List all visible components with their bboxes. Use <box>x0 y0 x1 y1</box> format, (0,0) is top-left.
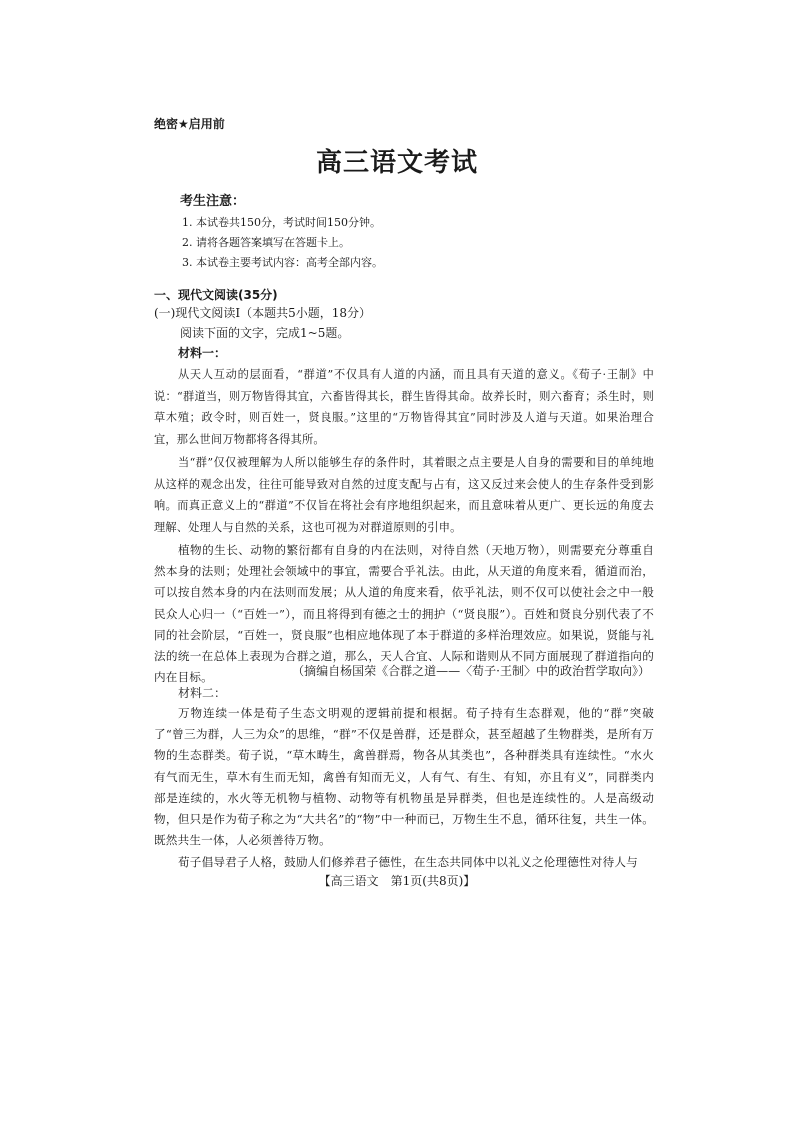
candidate-notice <box>180 190 600 273</box>
material-one-source: （摘编自杨国荣《合群之道——〈荀子·王制〉中的政治哲学取向》） <box>292 664 650 678</box>
page-footer: 【高三语文 第1页(共8页)】 <box>318 874 476 888</box>
paragraph: 万物连续一体是荀子生态文明观的逻辑前提和根据。荀子持有生态群观，他的“群”突破了“曾三为群，人三为众”的思维，“群”不仅是兽群，还是群众，甚至超越了生物群类，是所有万物的生态群类。荀子说，“草木畴生，禽兽群焉，物各从其类也”，各种群类具有连续性。“水火有气而无生，草木有生而无知，禽兽有知而无义，人有气、有生、有知，亦且有义”，同群类内部是连续的，水火等无机物与植物、动物等有机物虽是异群类，但也是连续性的。人是高级动物，但只是作为荀子称之为“大共名”的“物”中一种而已，万物生生不息，循环往复，共生一体。既然共生一体，人必须善待万物。 <box>154 706 654 848</box>
paragraph: 当“群”仅仅被理解为人所以能够生存的条件时，其着眼之点主要是人自身的需要和目的单纯地从这样的观念出发，往往可能导致对自然的过度支配与占有，这又反过来会使人的生存条件受到影响。而真正意义上的“群道”不仅旨在将社会有序地组织起来，而且意味着从更广、更长远的角度去理解、处理人与自然的关系，这也可视为对群道原则的引申。 <box>154 456 654 534</box>
paragraph: 植物的生长、动物的繁衍都有自身的内在法则，对待自然（天地万物），则需要充分尊重自然本身的法则；处理社会领域中的事宜，需要合乎礼法。由此，从天道的角度来看，循道而治，可以按自然本身的内在法则而发展；从人道的角度来看，依乎礼法，则不仅可以使社会之中一般民众人心归一（“百姓一”），而且将得到有德之士的拥护（“贤良服”）。百姓和贤良分别代表了不同的社会阶层，“百姓一，贤良服”也相应地体现了本于群道的多样治理效应。如果说，贤能与礼法的统一在总体上表现为合群之道，那么，天人合宜、人际和谐则从不同方面展现了群道指向的内在目标。 <box>154 543 654 685</box>
material-two-text <box>154 703 654 874</box>
notice-heading: 考生注意： <box>180 194 246 209</box>
confidential-mark: 绝密★启用前 <box>154 117 225 131</box>
reading-instruction: 阅读下面的文字，完成1~5题。 <box>180 326 350 340</box>
notice-item: 3. 本试卷主要考试内容：高考全部内容。 <box>182 256 383 269</box>
section-heading: 一、现代文阅读(35分) <box>154 288 278 302</box>
material-one-label: 材料一： <box>178 346 227 360</box>
paragraph: 从天人互动的层面看，“群道”不仅具有人道的内涵，而且具有天道的意义。《荀子·王制》中说：“群道当，则万物皆得其宜，六畜皆得其长，群生皆得其命。故养长时，则六畜育；杀生时，则草木殖；政令时，则百姓一，贤良服。”这里的“万物皆得其宜”同时涉及人道与天道。如果治理合宜，那么世间万物都将各得其所。 <box>154 368 654 446</box>
material-one-text <box>154 364 654 688</box>
subsection-heading: (一)现代文阅读I（本题共5小题，18分） <box>154 306 372 320</box>
notice-item: 2. 请将各题答案填写在答题卡上。 <box>182 236 350 249</box>
paragraph: 荀子倡导君子人格，鼓励人们修养君子德性，在生态共同体中以礼义之伦理德性对待人与 <box>178 855 638 870</box>
page-title: 高三语文考试 <box>315 148 478 178</box>
material-two-label: 材料二： <box>178 686 227 700</box>
notice-item: 1. 本试卷共150分，考试时间150分钟。 <box>182 216 381 229</box>
